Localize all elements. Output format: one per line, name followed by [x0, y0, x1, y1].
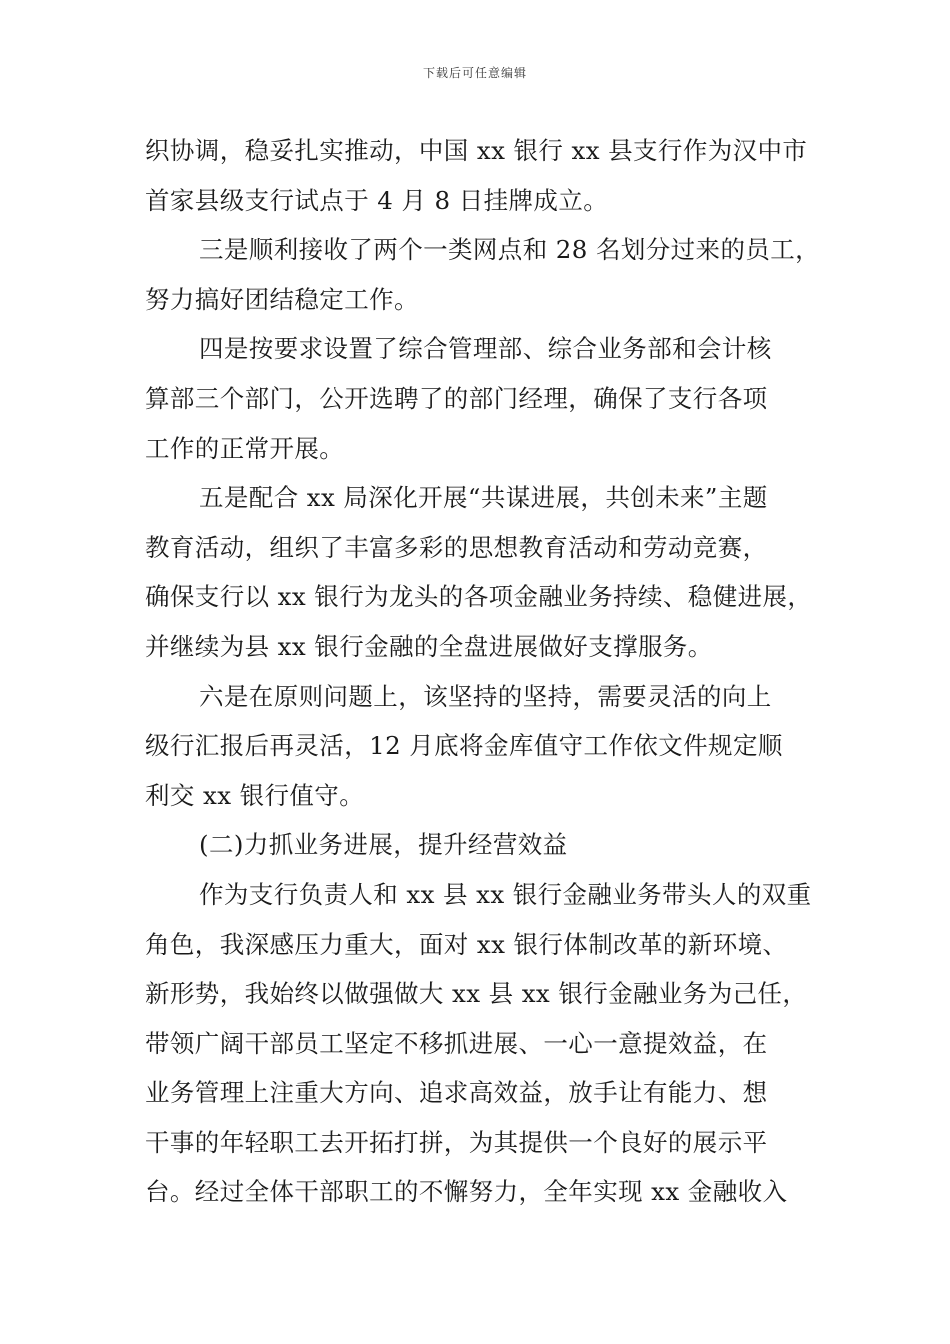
text-line: 台。经过全体干部职工的不懈努力，全年实现 xx 金融收入	[145, 1177, 788, 1207]
text-line: 确保支行以 xx 银行为龙头的各项金融业务持续、稳健进展，	[145, 582, 813, 612]
text-line: 作为支行负责人和 xx 县 xx 银行金融业务带头人的双重	[199, 879, 812, 909]
text-line: 级行汇报后再灵活，12 月底将金库值守工作依文件规定顺	[145, 731, 783, 761]
text-line: 三是顺利接收了两个一类网点和 28 名划分过来的员工，	[199, 235, 821, 265]
text-line: 六是在原则问题上，该坚持的坚持，需要灵活的向上	[199, 681, 772, 711]
text-line: 算部三个部门，公开选聘了的部门经理，确保了支行各项	[145, 383, 768, 413]
text-line: 角色，我深感压力重大，面对 xx 银行体制改革的新环境、	[145, 929, 788, 959]
document-body	[145, 126, 821, 1217]
text-line: 干事的年轻职工去开拓打拼，为其提供一个良好的展示平	[145, 1127, 768, 1157]
text-line: 首家县级支行试点于 4 月 8 日挂牌成立。	[145, 185, 609, 215]
text-line: 织协调，稳妥扎实推动，中国 xx 银行 xx 县支行作为汉中市	[145, 136, 808, 165]
text-line: 新形势，我始终以做强做大 xx 县 xx 银行金融业务为己任，	[145, 979, 808, 1009]
text-line: 并继续为县 xx 银行金融的全盘进展做好支撑服务。	[145, 631, 713, 661]
text-line: (二)力抓业务进展，提升经营效益	[199, 830, 568, 860]
text-line: 带领广阔干部员工坚定不移抓进展、一心一意提效益，在	[145, 1028, 768, 1058]
text-line: 业务管理上注重大方向、追求高效益，放手让有能力、想	[145, 1078, 768, 1108]
text-line: 教育活动，组织了丰富多彩的思想教育活动和劳动竞赛，	[145, 532, 768, 562]
text-line: 利交 xx 银行值守。	[145, 780, 365, 810]
text-line: 努力搞好团结稳定工作。	[145, 284, 419, 314]
text-line: 工作的正常开展。	[145, 433, 345, 463]
text-line: 五是配合 xx 局深化开展“共谋进展，共创未来”主题	[199, 483, 768, 513]
page-header: 下载后可任意编辑	[422, 66, 527, 80]
text-line: 四是按要求设置了综合管理部、综合业务部和会计核	[199, 334, 772, 364]
